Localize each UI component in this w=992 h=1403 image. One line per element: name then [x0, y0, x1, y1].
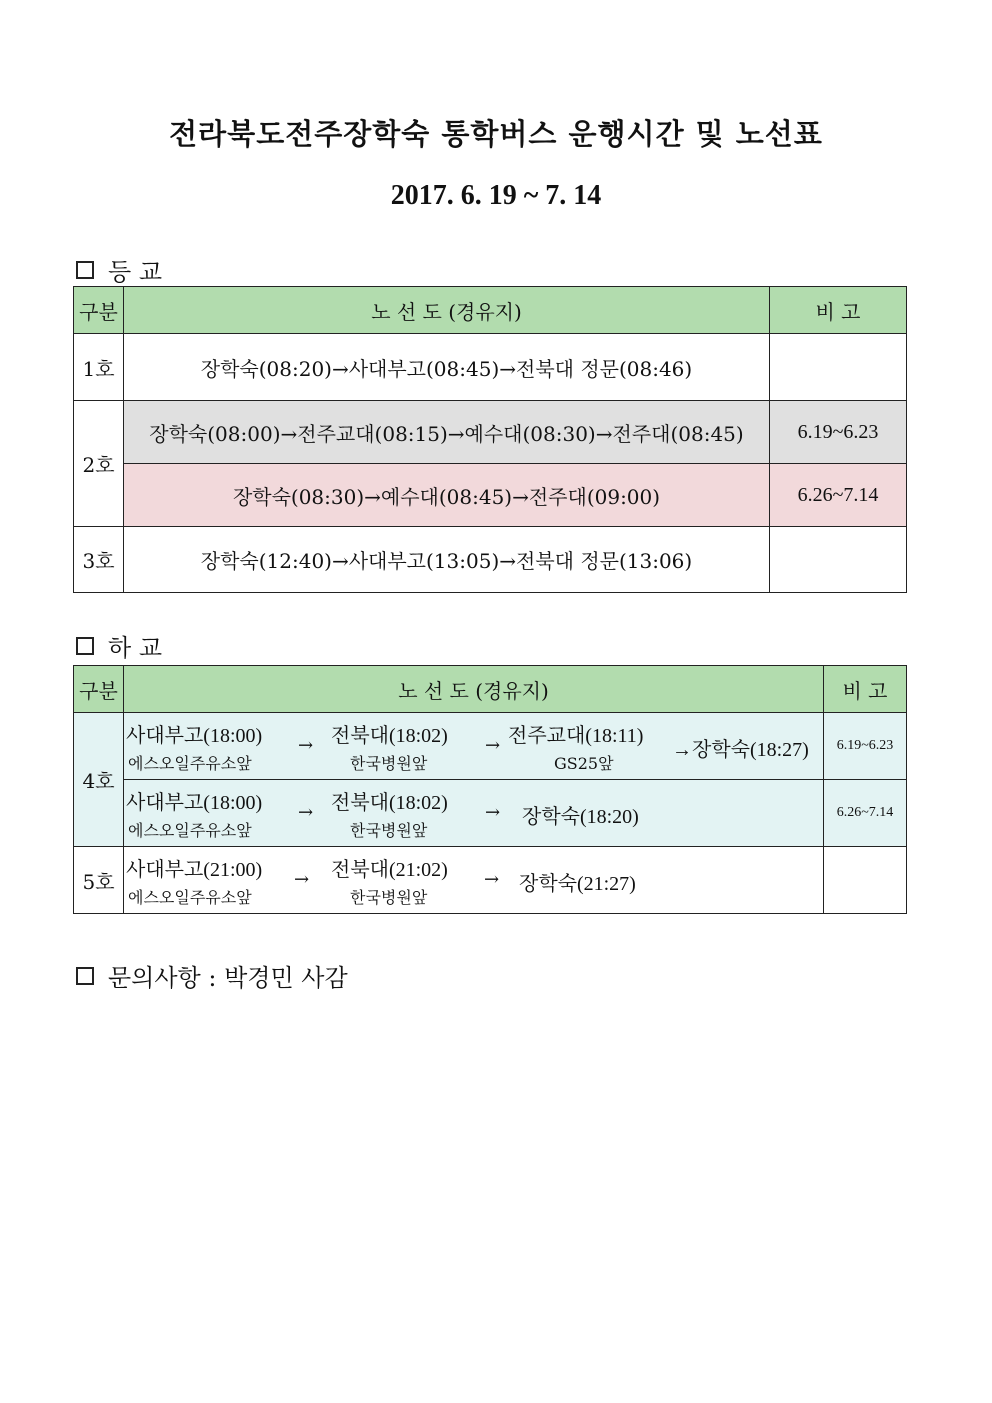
- route-text: 장학숙(12:40)→사대부고(13:05)→전북대 정문(13:06): [124, 527, 770, 593]
- col-header-note: 비 고: [770, 287, 907, 334]
- route-cell: [124, 713, 824, 780]
- note: 6.19~6.23: [770, 401, 907, 464]
- note: 6.19~6.23: [824, 713, 907, 780]
- col-header-bus: 구분: [74, 287, 124, 334]
- morning-table: [73, 286, 907, 593]
- stop-sub: 에스오일주유소앞: [128, 754, 252, 773]
- arrow-icon: →: [484, 869, 500, 890]
- section-morning: [76, 252, 162, 287]
- bus-number: 2호: [74, 401, 124, 527]
- stop-sub: GS25앞: [554, 754, 614, 773]
- stop-sub: 한국병원앞: [350, 821, 428, 840]
- stop-name: 장학숙(21:27): [519, 873, 636, 895]
- stop-name: 전북대(18:02): [331, 792, 448, 814]
- stop-sub: 한국병원앞: [350, 888, 428, 907]
- note: 6.26~7.14: [824, 780, 907, 847]
- col-header-route: 노 선 도 (경유지): [124, 666, 824, 713]
- stop-name: 사대부고(18:00): [126, 725, 263, 747]
- table-row: [74, 780, 907, 847]
- arrow-icon: →: [298, 802, 314, 823]
- stop-name: 전주교대(18:11): [508, 725, 644, 747]
- date-range: 2017. 6. 19 ~ 7. 14: [390, 180, 602, 211]
- stop-name: →장학숙(18:27): [672, 739, 809, 761]
- stop-name: 장학숙(18:20): [522, 806, 639, 828]
- bus-number: 1호: [74, 334, 124, 401]
- route-text: 장학숙(08:30)→예수대(08:45)→전주대(09:00): [124, 464, 770, 527]
- route-text: 장학숙(08:20)→사대부고(08:45)→전북대 정문(08:46): [124, 334, 770, 401]
- table-row: [74, 713, 907, 780]
- arrow-icon: →: [485, 735, 501, 756]
- stop-name: 전북대(21:02): [331, 859, 448, 881]
- stop-name: 사대부고(18:00): [126, 792, 263, 814]
- arrow-icon: →: [485, 802, 501, 823]
- table-row: [74, 847, 907, 914]
- bus-number: 5호: [74, 847, 124, 914]
- stop-sub: 한국병원앞: [350, 754, 428, 773]
- section-contact: [76, 958, 348, 993]
- route-cell: [124, 780, 824, 847]
- afternoon-table: [73, 665, 907, 914]
- table-row: [74, 464, 907, 527]
- note: [770, 334, 907, 401]
- section-morning-heading: 등 교: [108, 258, 162, 286]
- note: [770, 527, 907, 593]
- col-header-note: 비 고: [824, 666, 907, 713]
- note: [824, 847, 907, 914]
- table-header: [74, 287, 907, 334]
- section-afternoon-heading: 하 교: [108, 634, 162, 662]
- checkbox-square-icon: [76, 261, 94, 279]
- checkbox-square-icon: [76, 637, 94, 655]
- table-row: [74, 401, 907, 464]
- arrow-icon: →: [294, 869, 310, 890]
- document-title: 전라북도전주장학숙 통학버스 운행시간 및 노선표: [169, 117, 823, 151]
- contact-text: 문의사항 : 박경민 사감: [108, 964, 348, 992]
- bus-number: 4호: [74, 713, 124, 847]
- col-header-bus: 구분: [74, 666, 124, 713]
- table-row: [74, 334, 907, 401]
- arrow-icon: →: [298, 735, 314, 756]
- stop-name: 전북대(18:02): [331, 725, 448, 747]
- route-text: 장학숙(08:00)→전주교대(08:15)→예수대(08:30)→전주대(08:45): [124, 401, 770, 464]
- note: 6.26~7.14: [770, 464, 907, 527]
- stop-sub: 에스오일주유소앞: [128, 888, 252, 907]
- section-afternoon: [76, 628, 162, 663]
- bus-number: 3호: [74, 527, 124, 593]
- checkbox-square-icon: [76, 967, 94, 985]
- table-row: [74, 527, 907, 593]
- stop-name: 사대부고(21:00): [126, 859, 263, 881]
- col-header-route: 노 선 도 (경유지): [124, 287, 770, 334]
- stop-sub: 에스오일주유소앞: [128, 821, 252, 840]
- route-cell: [124, 847, 824, 914]
- table-header: [74, 666, 907, 713]
